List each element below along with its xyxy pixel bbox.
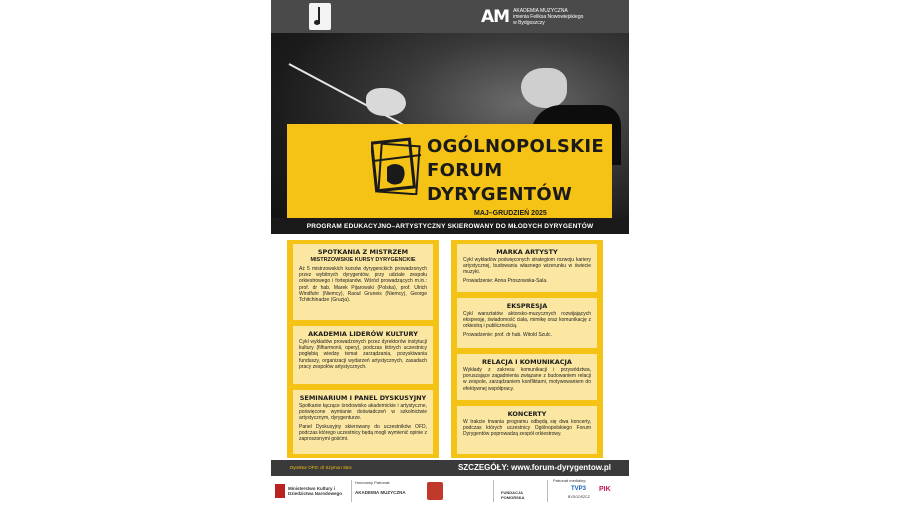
footer-bar (271, 460, 629, 476)
city-crest-icon (427, 482, 443, 500)
event-date: MAJ–GRUDZIEŃ 2025 (474, 210, 547, 217)
ministry-name: Ministerstwo Kultury i Dziedzictwa Narodowego (288, 486, 343, 496)
tvp-city: BYDGOSZCZ (568, 495, 590, 499)
academy-logo (481, 6, 603, 28)
forum-logo (309, 3, 331, 30)
program-bar: PROGRAM EDUKACYJNO–ARTYSTYCZNY SKIEROWANY DO MŁODYCH DYRYGENTÓW (271, 218, 629, 234)
director-credit: Dyrektor OFD: dr Szymon Stec (290, 465, 353, 470)
card-ekspresja: EKSPRESJA Cykl warsztatów aktorsko-muzycznych rozwijających ekspresję, świadomość ciała, mimikę oraz komunikację z orkiestrą i publicznością. Prowadzenie: prof. dr hab. Witold Szulc. (457, 298, 597, 348)
divider (493, 480, 494, 502)
academy-name: AKADEMIA MUZYCZNA imienia Feliksa Nowowiejskiego w Bydgoszczy (513, 8, 584, 26)
card-spotkania: SPOTKANIA Z MISTRZEM MISTRZOWSKIE KURSY DYRYGENCKIE Aż 5 mistrzowskich kursów dyrygenckich prowadzonych przez wybitnych dyrygentów, przy udziale zespołu orkiestrowego i fortepianów. Wśród prowadzących m.in.: prof. dr hab. Marek Pijarowski (Polska), prof. Ulrich Windfuhr (Niemcy), Raoul Gruneis (Niemcy), George Tchitchinadze (Gruzja). (293, 244, 433, 320)
card-relacja: RELACJA I KOMUNIKACJA Wykłady z zakresu komunikacji i przywództwa, poruszające zagadnienia związane z budowaniem relacji w zespole, zarządzaniem konfliktami, motywowaniem do efektywnej współpracy. (457, 354, 597, 400)
academy-mark: AM (481, 7, 510, 27)
pik-logo: PIK (599, 486, 611, 493)
card-akademia: AKADEMIA LIDERÓW KULTURY Cykl wykładów prowadzonych przez dyrektorów instytucji kultury (filharmonii, opery), podczas których uczestnicy pogłębią wiedzę temat zarządzania, pozyskiwania funduszy, organizacji wydarzeń artystycznych, zasadach pracy zespołów artystycznych. (293, 326, 433, 384)
conductor-hand-icon (371, 137, 423, 195)
tvp-logo: TVP3 (571, 486, 587, 492)
foundation-name: FUNDACJA POMORSKA (501, 490, 525, 500)
ministry-emblem-icon (275, 484, 285, 498)
card-seminarium: SEMINARIUM I PANEL DYSKUSYJNY Spotkanie łączące środowisko akademickie i artystyczne, poświęcone wymianie doświadczeń w szkolnictwie artystycznym, dyrygenturze. Panel Dyskusyjny skierowany do uczestników OFD, podczas którego uczestnicy będą mogli wymienić opinie z zaproszonymi gośćmi. (293, 390, 433, 454)
poster (271, 0, 629, 506)
left-hand (366, 88, 406, 116)
event-title: OGÓLNOPOLSKIE FORUM DYRYGENTÓW (427, 136, 604, 205)
right-hand (521, 68, 567, 108)
divider (547, 480, 548, 502)
patronage-label: Honorowy Patronat: (355, 480, 391, 485)
program-content (271, 234, 629, 460)
details-link[interactable]: SZCZEGÓŁY: www.forum-dyrygentow.pl (457, 463, 611, 472)
sponsor-strip (271, 476, 629, 506)
academy-sponsor: AKADEMIA MUZYCZNA (355, 490, 406, 495)
card-koncerty: KONCERTY W trakcie trwania programu odbędą się dwa koncerty, podczas których uczestnicy Ogólnopolskiego Forum Dyrygentów poprowadzą zespół orkiestrowy. (457, 406, 597, 454)
media-label: Patronat medialny: (553, 478, 587, 483)
hero-block (287, 124, 612, 218)
card-marka: MARKA ARTYSTY Cykl wykładów poświęconych strategiom rozwoju kariery artystycznej, budowaniu własnego wizerunku w świecie muzyki. Prowadzenie: Anna Proszowska-Sala. (457, 244, 597, 292)
divider (351, 480, 352, 502)
top-bar (271, 0, 629, 33)
